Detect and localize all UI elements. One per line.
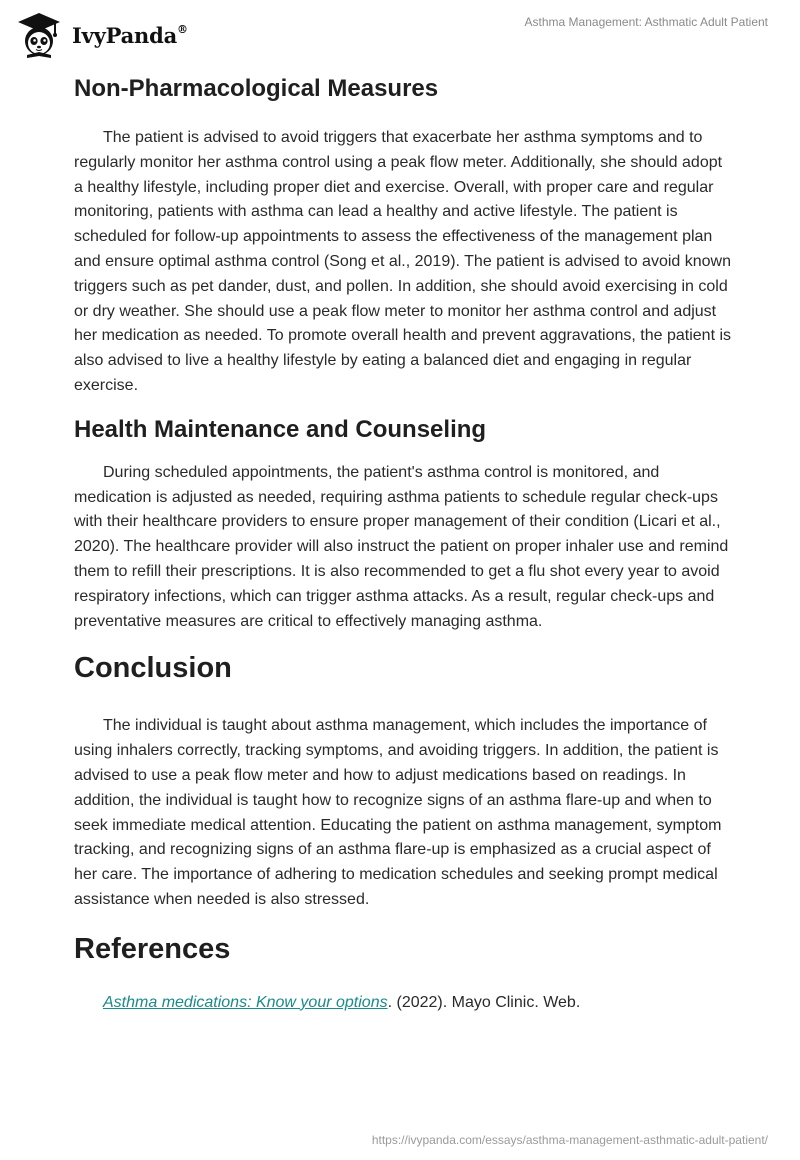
ivypanda-logo[interactable] — [14, 10, 188, 60]
paragraph-non-pharmacological-measures: The patient is advised to avoid triggers that exacerbate her asthma symptoms and to regularly monitor her asthma control using a peak flow meter. Additionally, she should adopt a healthy lifestyle, including proper diet and exercise. Overall, with proper care and regular monitoring, patients with asthma can lead a healthy and active lifestyle. The patient is scheduled for follow-up appointments to assess the effectiveness of the management plan and ensure optimal asthma control (Song et al., 2019). The patient is advised to avoid known triggers such as pet dander, dust, and pollen. In addition, she should avoid exercising in cold or dry weather. She should use a peak flow meter to monitor her asthma control and adjust her medication as needed. To promote overall health and prevent aggravations, the patient is also advised to live a healthy lifestyle by eating a balanced diet and engaging in regular exercise. — [74, 129, 732, 394]
document-body — [74, 74, 734, 1015]
heading-references: References — [74, 932, 231, 965]
heading-health-maintenance: Health Maintenance and Counseling — [74, 415, 487, 443]
paragraph-health-maintenance: During scheduled appointments, the patient's asthma control is monitored, and medication is adjusted as needed, requiring asthma patients to schedule regular check-ups with their healthcare providers to ensure proper management of their condition (Licari et al., 2020). The healthcare provider will also instruct the patient on proper inhaler use and remind them to refill their prescriptions. It is also recommended to get a flu shot every year to avoid respiratory infections, which can trigger asthma attacks. As a result, regular check-ups and preventative measures are critical to effectively managing asthma. — [74, 463, 729, 630]
reference-link[interactable]: Asthma medications: Know your options — [103, 993, 388, 1011]
paragraph-conclusion: The individual is taught about asthma management, which includes the importance of using inhalers correctly, tracking symptoms, and avoiding triggers. In addition, the patient is advised to use a peak flow meter and how to adjust medications based on readings. In addition, the individual is taught how to recognize signs of an asthma flare-up and when to seek immediate medical attention. Educating the patient on asthma management, symptom tracking, and recognizing signs of an asthma flare-up is emphasized as a crucial aspect of her care. The importance of adhering to medication schedules and seeking prompt medical assistance when needed is also stressed. — [74, 717, 722, 908]
heading-non-pharmacological-measures: Non-Pharmacological Measures — [74, 75, 439, 102]
page-header — [0, 0, 800, 70]
reference-details: . (2022). Mayo Clinic. Web. — [387, 993, 581, 1011]
footer-url: https://ivypanda.com/essays/asthma-management-asthmatic-adult-patient/ — [371, 1133, 768, 1147]
heading-conclusion: Conclusion — [74, 652, 232, 685]
panda-logo-icon — [14, 10, 64, 60]
logo-wordmark: IvyPanda® — [72, 22, 188, 48]
reference-item — [103, 991, 734, 1015]
document-title: Asthma Management: Asthmatic Adult Patient — [524, 15, 768, 29]
